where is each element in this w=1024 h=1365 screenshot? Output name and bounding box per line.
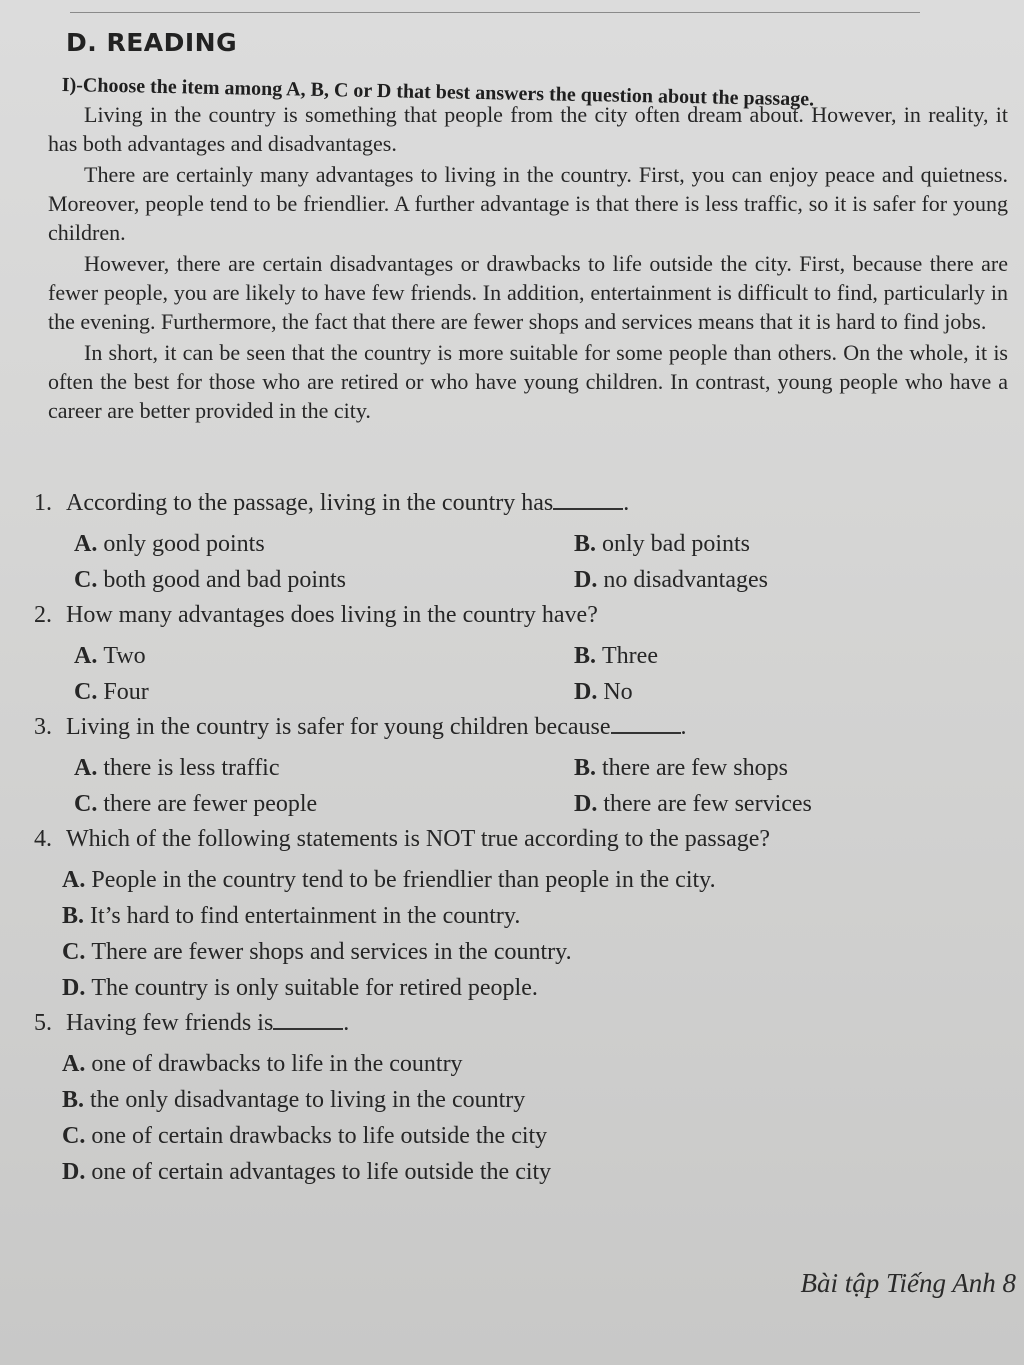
option-b[interactable] bbox=[574, 638, 934, 674]
option-letter: D. bbox=[574, 791, 598, 817]
option-d[interactable] bbox=[574, 562, 934, 598]
answer-blank bbox=[611, 714, 681, 734]
question-3 bbox=[10, 714, 910, 822]
question-4 bbox=[10, 826, 910, 1006]
option-d[interactable] bbox=[574, 674, 934, 710]
option-text: one of certain advantages to life outside the city bbox=[91, 1159, 552, 1185]
option-a[interactable] bbox=[74, 638, 574, 674]
option-letter: C. bbox=[74, 679, 98, 705]
question-number: 4. bbox=[34, 826, 52, 852]
question-stem: How many advantages does living in the country have? bbox=[66, 602, 598, 628]
option-c[interactable] bbox=[74, 786, 574, 822]
option-letter: B. bbox=[62, 1087, 85, 1113]
option-letter: D. bbox=[574, 567, 598, 593]
question-number: 1. bbox=[34, 490, 52, 516]
option-text: It’s hard to find entertainment in the country. bbox=[90, 903, 521, 929]
option-letter: C. bbox=[62, 1123, 86, 1149]
option-b[interactable] bbox=[574, 750, 934, 786]
option-text: Three bbox=[602, 643, 658, 669]
option-letter: B. bbox=[574, 531, 597, 557]
option-text: The country is only suitable for retired people. bbox=[91, 975, 538, 1001]
option-text: only bad points bbox=[602, 531, 751, 557]
option-text: No bbox=[603, 679, 633, 705]
option-a[interactable] bbox=[74, 750, 574, 786]
option-text: Two bbox=[103, 643, 146, 669]
option-letter: A. bbox=[62, 1051, 86, 1077]
question-5 bbox=[10, 1010, 910, 1190]
section-title: D. READING bbox=[66, 28, 238, 57]
option-letter: A. bbox=[74, 531, 98, 557]
option-letter: C. bbox=[62, 939, 86, 965]
answer-blank bbox=[273, 1010, 343, 1030]
option-text: Four bbox=[103, 679, 149, 705]
option-text: there are few shops bbox=[602, 755, 788, 781]
passage-paragraph: However, there are certain disadvantages or drawbacks to life outside the city. First, because there are fewer people, you are likely to have few friends. In addition, entertainment is difficult to find, particularly in the evening. Furthermore, the fact that there are fewer shops and services means that it is hard to find jobs. bbox=[48, 251, 1008, 334]
option-letter: A. bbox=[74, 643, 98, 669]
option-letter: D. bbox=[62, 1159, 86, 1185]
option-a[interactable] bbox=[62, 1046, 910, 1082]
option-b[interactable] bbox=[62, 1082, 910, 1118]
option-a[interactable] bbox=[62, 862, 910, 898]
book-title-footer: Bài tập Tiếng Anh 8 bbox=[800, 1268, 1016, 1298]
option-text: People in the country tend to be friendlier than people in the city. bbox=[91, 867, 716, 893]
reading-passage bbox=[48, 100, 1008, 427]
question-number: 5. bbox=[34, 1010, 52, 1036]
option-c[interactable] bbox=[74, 562, 574, 598]
option-text: There are fewer shops and services in the country. bbox=[91, 939, 572, 965]
option-text: both good and bad points bbox=[103, 567, 346, 593]
option-d[interactable] bbox=[62, 1154, 910, 1190]
question-stem: Living in the country is safer for young children because bbox=[66, 714, 611, 740]
option-letter: D. bbox=[62, 975, 86, 1001]
question-end: . bbox=[680, 714, 687, 740]
question-list bbox=[10, 490, 910, 1194]
option-d[interactable] bbox=[574, 786, 934, 822]
question-stem: Which of the following statements is NOT true according to the passage? bbox=[66, 826, 771, 852]
passage-paragraph: Living in the country is something that people from the city often dream about. However, in reality, it has both advantages and disadvantages. bbox=[48, 102, 1008, 156]
option-letter: C. bbox=[74, 791, 98, 817]
option-b[interactable] bbox=[574, 526, 934, 562]
question-2 bbox=[10, 602, 910, 710]
option-letter: B. bbox=[574, 755, 597, 781]
passage-paragraph: In short, it can be seen that the country is more suitable for some people than others. On the whole, it is often the best for those who are retired or who have young children. In contrast, young people who have a career are better provided in the city. bbox=[48, 340, 1008, 423]
question-stem: Having few friends is bbox=[66, 1010, 274, 1036]
top-divider bbox=[70, 12, 920, 13]
option-letter: A. bbox=[74, 755, 98, 781]
option-c[interactable] bbox=[74, 674, 574, 710]
option-c[interactable] bbox=[62, 1118, 910, 1154]
option-text: there is less traffic bbox=[103, 755, 280, 781]
option-text: there are fewer people bbox=[103, 791, 318, 817]
option-letter: A. bbox=[62, 867, 86, 893]
question-number: 3. bbox=[34, 714, 52, 740]
option-text: only good points bbox=[103, 531, 265, 557]
question-end: . bbox=[343, 1010, 350, 1036]
option-a[interactable] bbox=[74, 526, 574, 562]
option-b[interactable] bbox=[62, 898, 910, 934]
instruction: I)-Choose the item among A, B, C or D that best answers the question about the passage. bbox=[61, 74, 815, 111]
option-text: no disadvantages bbox=[603, 567, 768, 593]
question-stem: According to the passage, living in the country has bbox=[66, 490, 554, 516]
option-text: one of certain drawbacks to life outside the city bbox=[91, 1123, 548, 1149]
option-letter: B. bbox=[62, 903, 85, 929]
question-1 bbox=[10, 490, 910, 598]
option-text: one of drawbacks to life in the country bbox=[91, 1051, 463, 1077]
option-text: there are few services bbox=[603, 791, 812, 817]
option-letter: B. bbox=[574, 643, 597, 669]
option-letter: D. bbox=[574, 679, 598, 705]
question-number: 2. bbox=[34, 602, 52, 628]
option-text: the only disadvantage to living in the country bbox=[90, 1087, 526, 1113]
answer-blank bbox=[553, 490, 623, 510]
question-end: . bbox=[623, 490, 630, 516]
option-letter: C. bbox=[74, 567, 98, 593]
passage-paragraph: There are certainly many advantages to living in the country. First, you can enjoy peace and quietness. Moreover, people tend to be friendlier. A further advantage is that there is less traffic, so it is safer for young children. bbox=[48, 162, 1008, 245]
option-d[interactable] bbox=[62, 970, 910, 1006]
option-c[interactable] bbox=[62, 934, 910, 970]
